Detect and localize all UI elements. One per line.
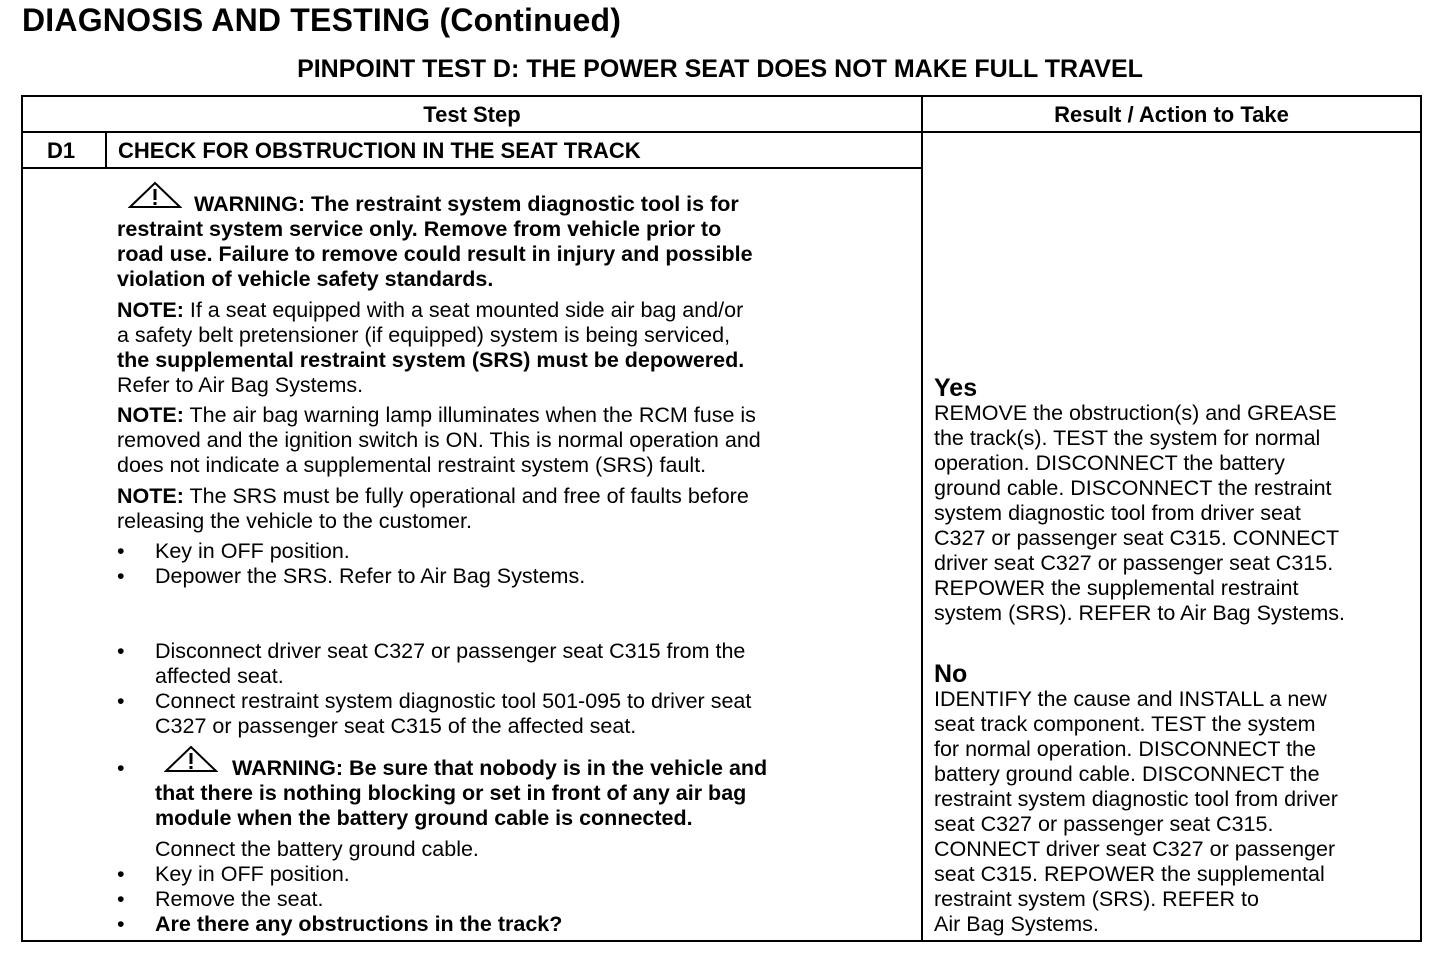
result-yes-text: driver seat C327 or passenger seat C315. [934,551,1334,575]
step-text: Connect the battery ground cable. [155,837,479,861]
note-line [117,298,743,323]
note-label: NOTE: [117,484,184,508]
result-yes-text: C327 or passenger seat C315. CONNECT [934,526,1340,550]
result-yes-text: ground cable. DISCONNECT the restraint [934,476,1332,500]
test-title: PINPOINT TEST D: THE POWER SEAT DOES NOT MAKE FULL TRAVEL [297,55,1143,83]
bullet: • [117,912,125,936]
note-label: NOTE: [117,403,184,427]
bullet: • [117,539,125,563]
warning-triangle-icon [164,745,218,773]
note-text: The SRS must be fully operational and free of faults before [183,484,749,508]
note-line: does not indicate a supplemental restraint system (SRS) fault. [117,453,707,477]
result-no-text: CONNECT driver seat C327 or passenger [934,837,1336,861]
header-test-step: Test Step [423,102,521,127]
step-bullet-text: affected seat. [155,664,284,688]
note-text: The air bag warning lamp illuminates when the RCM fuse is [183,403,756,427]
note-line: removed and the ignition switch is ON. This is normal operation and [117,428,761,452]
result-no-text: battery ground cable. DISCONNECT the [934,762,1320,786]
result-yes-text: REMOVE the obstruction(s) and GREASE [934,401,1337,425]
header-result-action: Result / Action to Take [1054,102,1289,127]
bullet: • [117,756,125,780]
note-line [117,484,749,509]
note-line: releasing the vehicle to the customer. [117,509,472,533]
column-divider [921,97,923,942]
warning-line: road use. Failure to remove could result in injury and possible [117,242,753,266]
warning-line: WARNING: Be sure that nobody is in the vehicle and [232,756,768,780]
result-yes-text: operation. DISCONNECT the battery [934,451,1285,475]
result-no-text: seat C315. REPOWER the supplemental [934,862,1325,886]
bullet: • [117,887,125,911]
result-no-label: No [934,660,968,688]
question: Are there any obstructions in the track? [155,912,563,936]
step-bullet-text: Disconnect driver seat C327 or passenger seat C315 from the [155,639,746,663]
result-no-text: seat track component. TEST the system [934,712,1316,736]
step-bullet-text: Depower the SRS. Refer to Air Bag Systems. [155,564,586,588]
step-bullet-text: Remove the seat. [155,887,324,911]
note-line: Refer to Air Bag Systems. [117,373,364,397]
result-no-text: restraint system (SRS). REFER to [934,887,1259,911]
result-yes-text: REPOWER the supplemental restraint [934,576,1299,600]
step-id: D1 [47,138,76,163]
warning-line: that there is nothing blocking or set in front of any air bag [155,781,747,805]
step-title: CHECK FOR OBSTRUCTION IN THE SEAT TRACK [118,138,641,163]
section-title: DIAGNOSIS AND TESTING (Continued) [22,2,622,38]
step-bullet-text: Key in OFF position. [155,539,350,563]
step-bullet-text: Connect restraint system diagnostic tool 501-095 to driver seat [155,689,752,713]
result-no-text: restraint system diagnostic tool from driver [934,787,1338,811]
warning-line: WARNING: The restraint system diagnostic tool is for [194,192,739,216]
result-yes-label: Yes [934,374,978,402]
result-yes-text: system diagnostic tool from driver seat [934,501,1301,525]
result-yes-text: system (SRS). REFER to Air Bag Systems. [934,601,1345,625]
note-line [117,403,756,428]
step-id-divider [105,132,107,169]
result-no-text: IDENTIFY the cause and INSTALL a new [934,687,1327,711]
step-bullet-text: Key in OFF position. [155,862,350,886]
warning-line: restraint system service only. Remove from vehicle prior to [117,217,722,241]
result-yes-text: the track(s). TEST the system for normal [934,426,1321,450]
warning-line: module when the battery ground cable is connected. [155,806,693,830]
step-title-divider [23,167,922,169]
warning-line: violation of vehicle safety standards. [117,267,494,291]
step-bullet-text: C327 or passenger seat C315 of the affected seat. [155,714,637,738]
bullet: • [117,689,125,713]
note-label: NOTE: [117,298,184,322]
bullet: • [117,862,125,886]
bullet: • [117,639,125,663]
result-no-text: for normal operation. DISCONNECT the [934,737,1316,761]
warning-triangle-icon [128,181,182,209]
note-line-bold: the supplemental restraint system (SRS) must be depowered. [117,348,745,372]
result-no-text: seat C327 or passenger seat C315. [934,812,1274,836]
note-text: If a seat equipped with a seat mounted side air bag and/or [183,298,744,322]
note-line: a safety belt pretensioner (if equipped) system is being serviced, [117,323,731,347]
result-no-text: Air Bag Systems. [934,912,1099,936]
bullet: • [117,564,125,588]
